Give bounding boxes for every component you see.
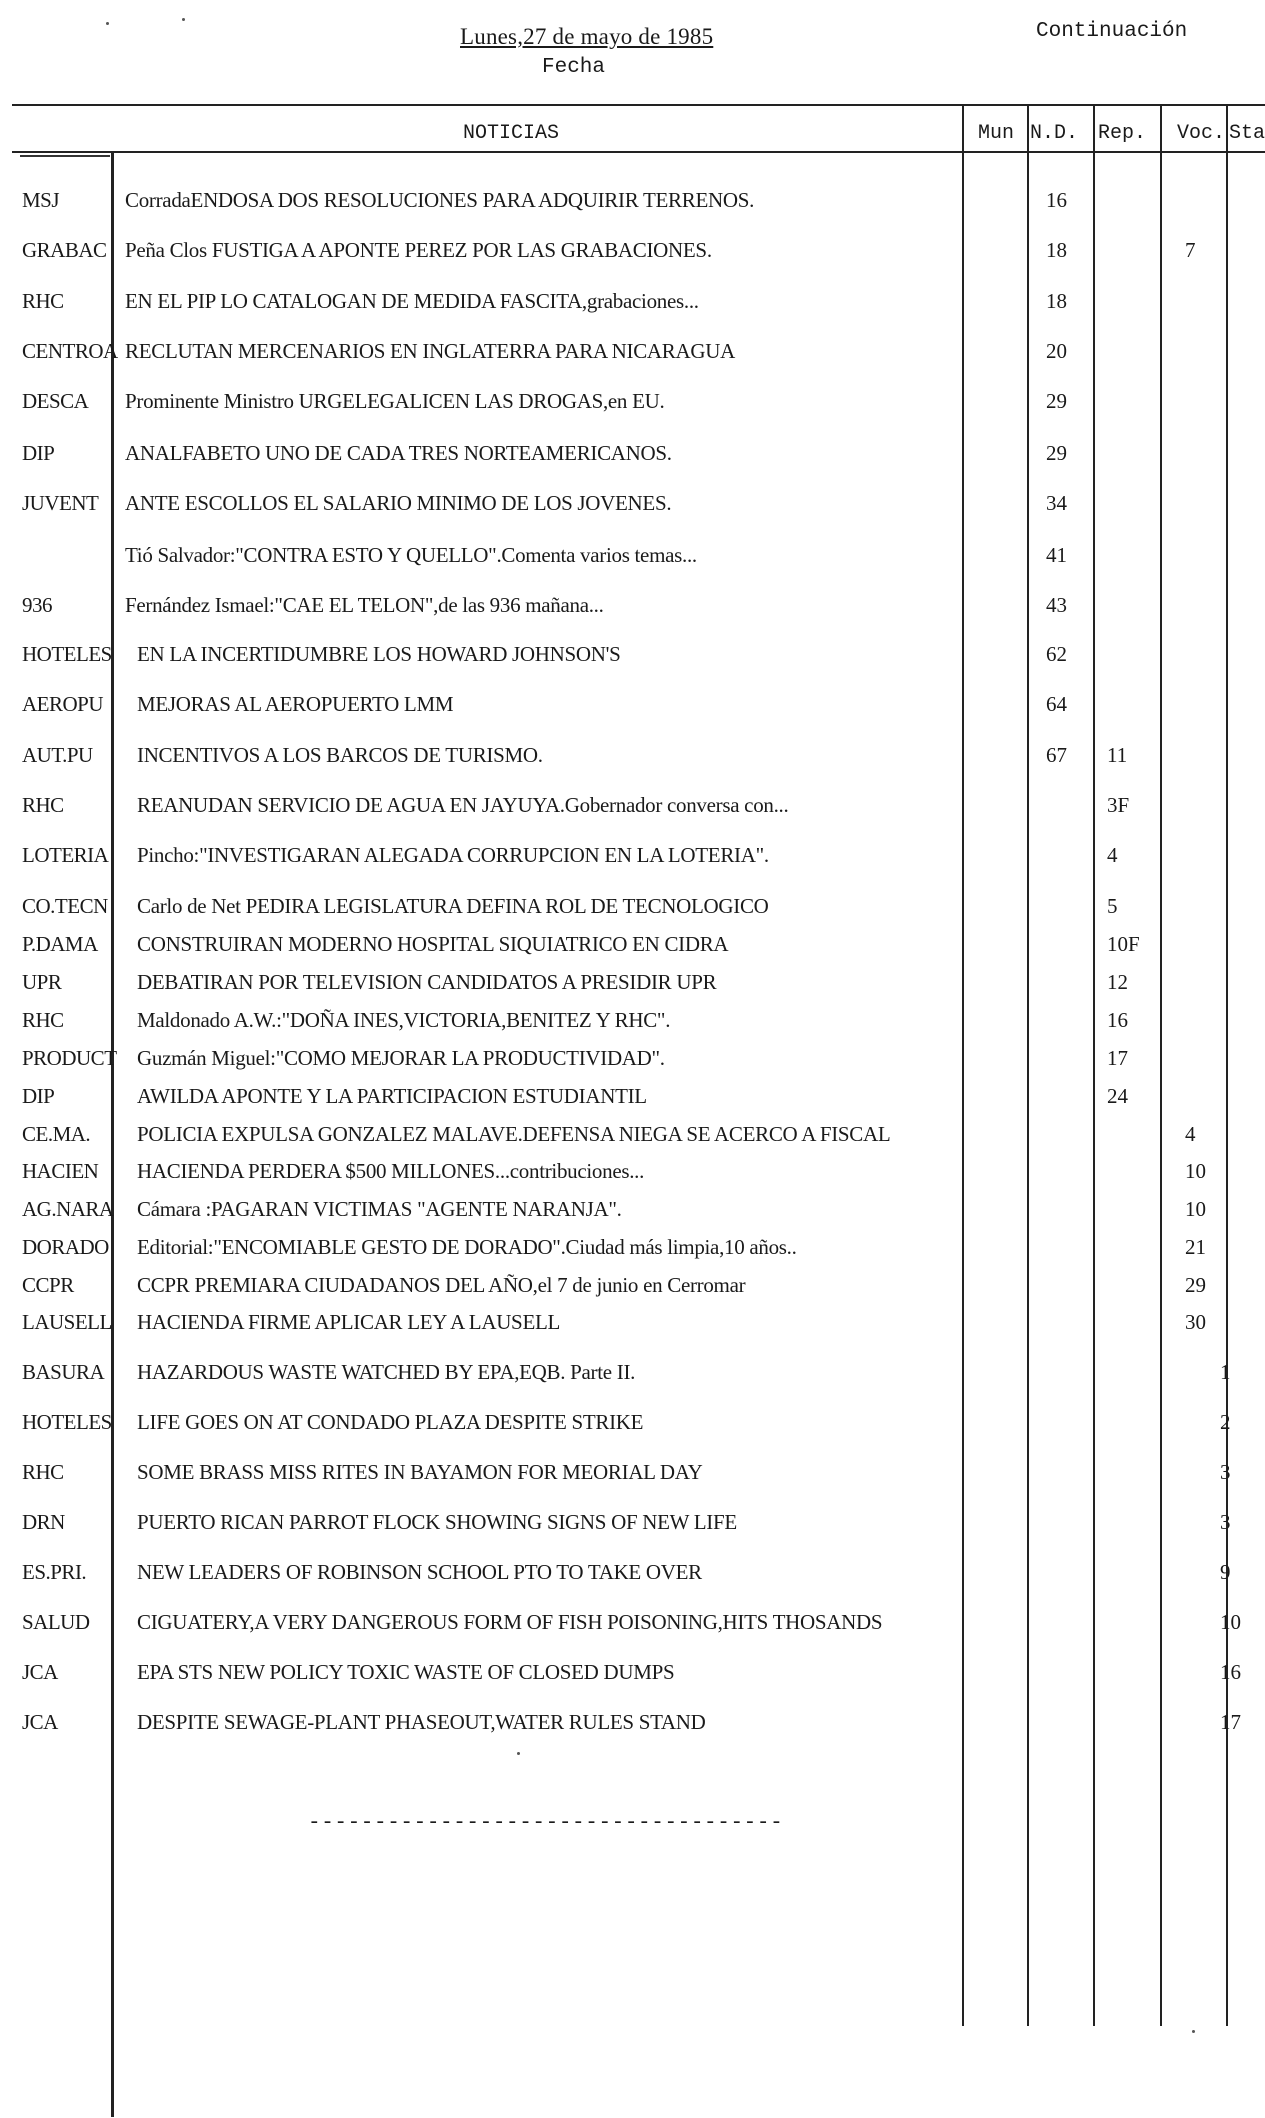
voc-page: 10 (1185, 1159, 1206, 1183)
section-code: HACIEN (22, 1159, 99, 1183)
nd-page: 43 (1046, 593, 1067, 617)
date-label: Fecha (542, 56, 606, 79)
section-code: JCA (22, 1710, 58, 1734)
headline: INCENTIVOS A LOS BARCOS DE TURISMO. (137, 743, 543, 767)
page-date: Lunes,27 de mayo de 1985 (460, 24, 714, 49)
nd-page: 18 (1046, 238, 1067, 262)
section-code: CE.MA. (22, 1122, 91, 1146)
scan-speck (1192, 2030, 1195, 2033)
headline: CorradaENDOSA DOS RESOLUCIONES PARA ADQUIRIR TERRENOS. (125, 188, 755, 212)
section-code: AEROPU (22, 692, 104, 716)
section-code: CCPR (22, 1273, 74, 1297)
section-code: HOTELES (22, 1410, 112, 1434)
headline: EN LA INCERTIDUMBRE LOS HOWARD JOHNSON'S (137, 642, 621, 666)
col-header-nd: N.D. (1030, 122, 1079, 145)
headline: CCPR PREMIARA CIUDADANOS DEL AÑO,el 7 de junio en Cerromar (137, 1273, 746, 1297)
section-code: DESCA (22, 389, 89, 413)
headline: SOME BRASS MISS RITES IN BAYAMON FOR MEORIAL DAY (137, 1460, 703, 1484)
headline: Peña Clos FUSTIGA A APONTE PEREZ POR LAS GRABACIONES. (125, 238, 712, 262)
col-header-voc: Voc. (1177, 122, 1226, 145)
headline: ANTE ESCOLLOS EL SALARIO MINIMO DE LOS JOVENES. (125, 491, 672, 515)
list-item (0, 789, 1265, 823)
section-code: DRN (22, 1510, 65, 1534)
nd-page: 20 (1046, 339, 1067, 363)
header-bottom-rule (12, 151, 1265, 153)
list-item (0, 184, 1265, 218)
headline: HACIENDA PERDERA $500 MILLONES...contribuciones... (137, 1159, 645, 1183)
section-code: LOTERIA (22, 843, 109, 867)
list-item (0, 589, 1265, 623)
list-item (0, 739, 1265, 773)
list-item (0, 928, 1265, 962)
headline: Pincho:"INVESTIGARAN ALEGADA CORRUPCION EN LA LOTERIA". (137, 843, 769, 867)
list-item (0, 1656, 1265, 1690)
list-item (0, 688, 1265, 722)
list-item (0, 1193, 1265, 1227)
nd-page: 67 (1046, 743, 1067, 767)
headline: CIGUATERY,A VERY DANGEROUS FORM OF FISH POISONING,HITS THOSANDS (137, 1610, 883, 1634)
section-code: CENTROA (22, 339, 118, 363)
list-item (0, 1118, 1265, 1152)
headline: Maldonado A.W.:"DOÑA INES,VICTORIA,BENITEZ Y RHC". (137, 1008, 671, 1032)
nd-page: 16 (1046, 188, 1067, 212)
rep-page: 12 (1107, 970, 1128, 994)
col-header-sta: Sta (1229, 122, 1265, 145)
headline: Cámara :PAGARAN VICTIMAS "AGENTE NARANJA". (137, 1197, 622, 1221)
rep-page: 10F (1107, 932, 1140, 956)
headline: REANUDAN SERVICIO DE AGUA EN JAYUYA.Gobernador conversa con... (137, 793, 789, 817)
headline: CONSTRUIRAN MODERNO HOSPITAL SIQUIATRICO EN CIDRA (137, 932, 729, 956)
nd-page: 62 (1046, 642, 1067, 666)
section-code: AUT.PU (22, 743, 93, 767)
section-code: RHC (22, 793, 64, 817)
rep-page: 16 (1107, 1008, 1128, 1032)
header-tick-mark (20, 155, 110, 157)
sta-page: 2 (1220, 1410, 1231, 1434)
sta-page: 9 (1220, 1560, 1231, 1584)
list-item (0, 539, 1265, 573)
section-code: SALUD (22, 1610, 90, 1634)
list-item (0, 1155, 1265, 1189)
col-header-noticias: NOTICIAS (463, 122, 560, 145)
voc-page: 4 (1185, 1122, 1196, 1146)
list-item (0, 234, 1265, 268)
list-item (0, 1706, 1265, 1740)
section-code: DIP (22, 441, 55, 465)
headline: MEJORAS AL AEROPUERTO LMM (137, 692, 454, 716)
section-code: RHC (22, 1460, 64, 1484)
headline: Prominente Ministro URGELEGALICEN LAS DROGAS,en EU. (125, 389, 665, 413)
headline: Editorial:"ENCOMIABLE GESTO DE DORADO".Ciudad más limpia,10 años.. (137, 1235, 797, 1259)
section-code: HOTELES (22, 642, 112, 666)
headline: AWILDA APONTE Y LA PARTICIPACION ESTUDIANTIL (137, 1084, 647, 1108)
headline: HAZARDOUS WASTE WATCHED BY EPA,EQB. Parte II. (137, 1360, 636, 1384)
voc-page: 10 (1185, 1197, 1206, 1221)
headline: DESPITE SEWAGE-PLANT PHASEOUT,WATER RULES STAND (137, 1710, 706, 1734)
sta-page: 10 (1220, 1610, 1241, 1634)
list-item (0, 1269, 1265, 1303)
headline: HACIENDA FIRME APLICAR LEY A LAUSELL (137, 1310, 561, 1334)
rep-page: 24 (1107, 1084, 1128, 1108)
section-code: BASURA (22, 1360, 105, 1384)
headline: EN EL PIP LO CATALOGAN DE MEDIDA FASCITA,grabaciones... (125, 289, 699, 313)
col-header-mun: Mun (978, 122, 1015, 145)
section-code: JUVENT (22, 491, 99, 515)
section-code: AG.NARA (22, 1197, 114, 1221)
section-code: RHC (22, 1008, 64, 1032)
section-code: UPR (22, 970, 62, 994)
scan-speck (106, 22, 109, 25)
list-item (0, 1406, 1265, 1440)
sta-page: 17 (1220, 1710, 1241, 1734)
headline: LIFE GOES ON AT CONDADO PLAZA DESPITE STRIKE (137, 1410, 644, 1434)
section-code: DIP (22, 1084, 55, 1108)
col-header-rep: Rep. (1098, 122, 1147, 145)
section-code: MSJ (22, 188, 60, 212)
voc-page: 7 (1185, 238, 1196, 262)
sta-page: 1 (1220, 1360, 1231, 1384)
rep-page: 4 (1107, 843, 1118, 867)
section-code: 936 (22, 593, 52, 617)
section-code: PRODUCT (22, 1046, 117, 1070)
section-code: CO.TECN (22, 894, 108, 918)
sta-page: 16 (1220, 1660, 1241, 1684)
section-code: RHC (22, 289, 64, 313)
section-code: JCA (22, 1660, 58, 1684)
headline: Tió Salvador:"CONTRA ESTO Y QUELLO".Comenta varios temas... (125, 543, 697, 567)
end-separator: ------------------------------------ (308, 1812, 784, 1835)
list-item (0, 1231, 1265, 1265)
nd-page: 41 (1046, 543, 1067, 567)
list-item (0, 1042, 1265, 1076)
sta-page: 3 (1220, 1460, 1231, 1484)
list-item (0, 335, 1265, 369)
list-item (0, 1080, 1265, 1114)
nd-page: 18 (1046, 289, 1067, 313)
list-item (0, 285, 1265, 319)
sta-page: 3 (1220, 1510, 1231, 1534)
rep-page: 3F (1107, 793, 1130, 817)
headline: POLICIA EXPULSA GONZALEZ MALAVE.DEFENSA NIEGA SE ACERCO A FISCAL (137, 1122, 891, 1146)
list-item (0, 385, 1265, 419)
headline: DEBATIRAN POR TELEVISION CANDIDATOS A PRESIDIR UPR (137, 970, 717, 994)
rep-page: 5 (1107, 894, 1118, 918)
headline: Guzmán Miguel:"COMO MEJORAR LA PRODUCTIVIDAD". (137, 1046, 665, 1070)
headline: NEW LEADERS OF ROBINSON SCHOOL PTO TO TAKE OVER (137, 1560, 702, 1584)
continuation-label: Continuación (1036, 20, 1188, 43)
list-item (0, 966, 1265, 1000)
rep-page: 11 (1107, 743, 1128, 767)
headline: ANALFABETO UNO DE CADA TRES NORTEAMERICANOS. (125, 441, 672, 465)
nd-page: 29 (1046, 389, 1067, 413)
list-item (0, 1556, 1265, 1590)
table-top-rule (12, 104, 1265, 106)
scan-speck (182, 18, 185, 21)
list-item (0, 1306, 1265, 1340)
headline: EPA STS NEW POLICY TOXIC WASTE OF CLOSED DUMPS (137, 1660, 675, 1684)
list-item (0, 839, 1265, 873)
nd-page: 64 (1046, 692, 1067, 716)
list-item (0, 1456, 1265, 1490)
list-item (0, 487, 1265, 521)
list-item (0, 437, 1265, 471)
section-code: ES.PRI. (22, 1560, 87, 1584)
voc-page: 21 (1185, 1235, 1206, 1259)
nd-page: 29 (1046, 441, 1067, 465)
scan-speck (517, 1752, 520, 1755)
voc-page: 30 (1185, 1310, 1206, 1334)
voc-page: 29 (1185, 1273, 1206, 1297)
list-item (0, 1004, 1265, 1038)
section-code: GRABAC (22, 238, 107, 262)
nd-page: 34 (1046, 491, 1067, 515)
headline: Carlo de Net PEDIRA LEGISLATURA DEFINA ROL DE TECNOLOGICO (137, 894, 769, 918)
list-item (0, 1606, 1265, 1640)
headline: Fernández Ismael:"CAE EL TELON",de las 936 mañana... (125, 593, 604, 617)
rep-page: 17 (1107, 1046, 1128, 1070)
section-code: LAUSELL (22, 1310, 112, 1334)
section-code: P.DAMA (22, 932, 98, 956)
list-item (0, 1356, 1265, 1390)
list-item (0, 638, 1265, 672)
headline: PUERTO RICAN PARROT FLOCK SHOWING SIGNS OF NEW LIFE (137, 1510, 737, 1534)
section-code: DORADO (22, 1235, 109, 1259)
list-item (0, 890, 1265, 924)
list-item (0, 1506, 1265, 1540)
headline: RECLUTAN MERCENARIOS EN INGLATERRA PARA NICARAGUA (125, 339, 735, 363)
